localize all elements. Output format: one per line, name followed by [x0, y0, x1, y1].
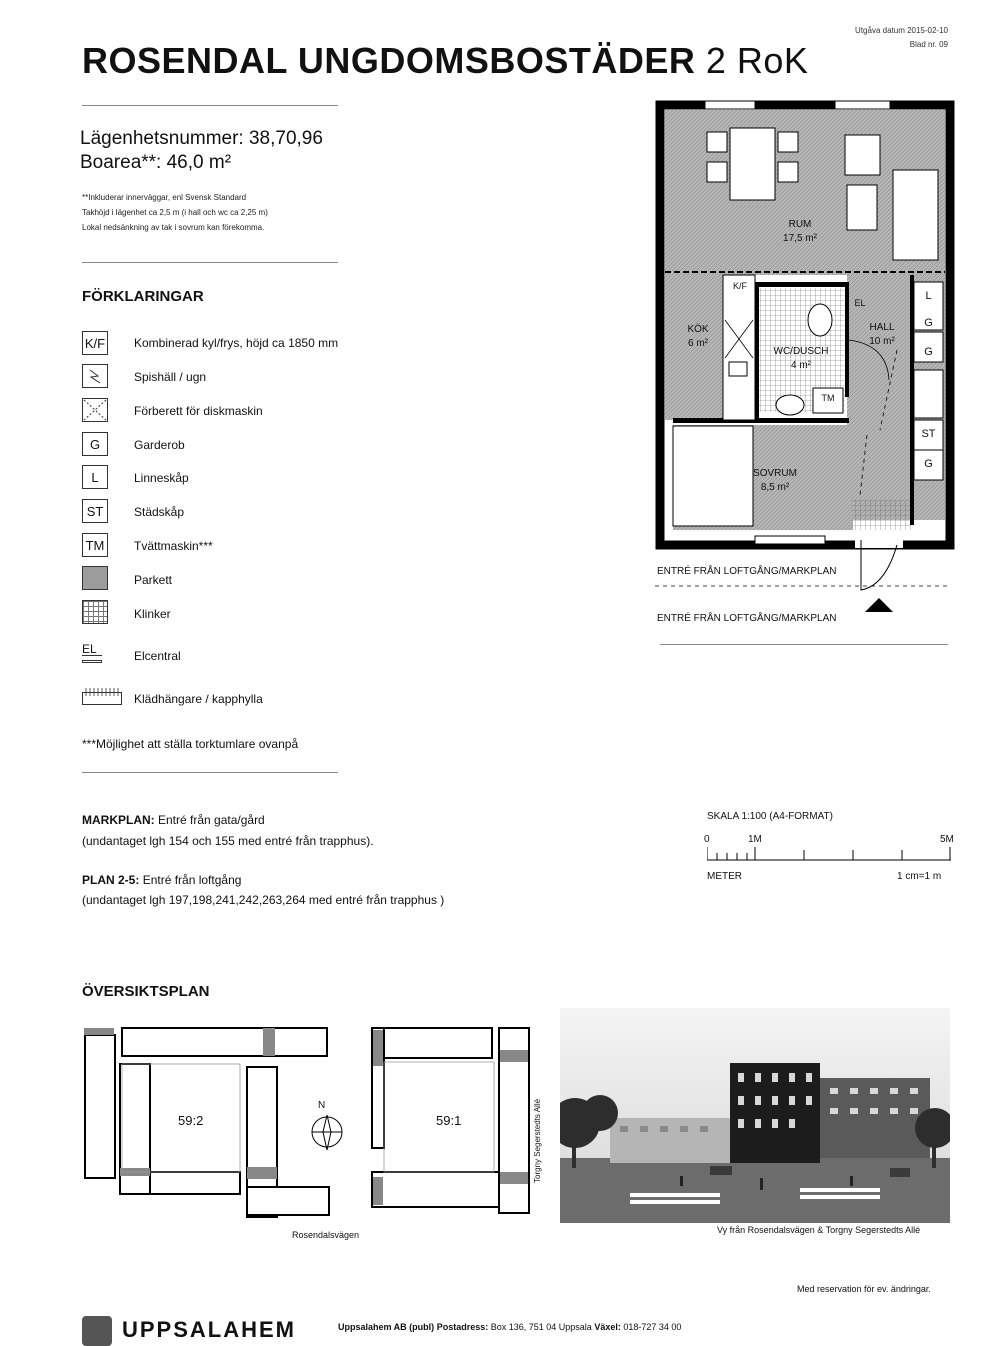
legend-g-label: Garderob — [134, 438, 185, 452]
stove-icon — [82, 364, 108, 388]
phone: 018-727 34 00 — [623, 1322, 682, 1332]
block-59-1: 59:1 — [436, 1113, 462, 1128]
plan-g2: G — [924, 346, 933, 358]
scale-bar — [707, 847, 952, 866]
plan-note: (undantaget lgh 197,198,241,242,263,264 med entré från trapphus ) — [82, 893, 445, 907]
legend-g-symbol: G — [82, 432, 108, 456]
scale-title: SKALA 1:100 (A4-FORMAT) — [707, 811, 833, 822]
brand-name: UPPSALAHEM — [122, 1317, 297, 1342]
note-lowering: Lokal nedsänkning av tak i sovrum kan förekomma. — [82, 223, 265, 232]
scale-unit: METER — [707, 871, 742, 882]
plan-kf: K/F — [732, 281, 747, 291]
room-wc: WC/DUSCH — [773, 346, 829, 357]
legend-heading: FÖRKLARINGAR — [82, 288, 204, 305]
divider — [82, 262, 338, 263]
issue-date: Utgåva datum 2015-02-10 — [855, 26, 948, 35]
plan-text: Entré från loftgång — [142, 873, 242, 887]
legend-kf-symbol: K/F — [82, 331, 108, 355]
plan-line — [82, 873, 241, 887]
legend-tm-symbol: TM — [82, 533, 108, 557]
uppsalahem-logo-icon — [82, 1316, 112, 1346]
legend-st-symbol: ST — [82, 499, 108, 523]
el-icon — [82, 660, 102, 663]
postaddress: Box 136, 751 04 Uppsala — [490, 1322, 592, 1332]
note-walls: **Inkluderar innerväggar, enl Svensk Standard — [82, 193, 247, 202]
street-rosendal: Rosendalsvägen — [292, 1230, 360, 1240]
building-photo — [560, 1008, 950, 1223]
plan-g1: G — [924, 317, 933, 329]
floor-plan — [655, 100, 955, 624]
markplan-note: (undantaget lgh 154 och 155 med entré från trapphus). — [82, 834, 374, 848]
scale-tick-5: 5M — [940, 834, 954, 845]
apartment-area: Boarea**: 46,0 m² — [80, 152, 232, 173]
room-sovrum: SOVRUM — [753, 468, 797, 479]
dishwasher-icon — [82, 398, 108, 422]
room-kok: KÖK — [687, 324, 709, 335]
divider — [82, 772, 338, 773]
clothes-rail-icon — [82, 686, 122, 713]
photo-caption: Vy från Rosendalsvägen & Torgny Segerstedts Allé — [717, 1225, 921, 1235]
scale-ratio: 1 cm=1 m — [897, 871, 942, 882]
block-59-2: 59:2 — [178, 1113, 204, 1128]
title-main: ROSENDAL UNGDOMSBOSTÄDER — [82, 40, 696, 81]
entry-arrow-icon — [865, 598, 893, 612]
entry-label-2: ENTRÉ FRÅN LOFTGÅNG/MARKPLAN — [657, 613, 837, 624]
room-hall: HALL — [869, 322, 895, 333]
parkett-swatch — [82, 566, 108, 590]
legend-stove-label: Spishäll / ugn — [134, 370, 207, 384]
street-torgny: Torgny Segerstedts Allé — [533, 1098, 542, 1183]
overview-heading: ÖVERSIKTSPLAN — [82, 983, 210, 1000]
note-ceiling: Takhöjd i lägenhet ca 2,5 m (i hall och wc ca 2,25 m) — [82, 208, 268, 217]
plan-l: L — [925, 290, 932, 302]
plan-st: ST — [921, 428, 936, 440]
legend-el-symbol: EL — [82, 643, 102, 656]
scale-tick-0: 0 — [704, 834, 710, 845]
apartment-numbers: Lägenhetsnummer: 38,70,96 — [80, 128, 323, 149]
legend-footnote: ***Möjlighet att ställa torktumlare ovanpå — [82, 737, 299, 751]
plan-label: PLAN 2-5: — [82, 873, 140, 887]
room-rum: RUM — [788, 219, 812, 230]
divider — [82, 105, 338, 106]
divider — [660, 644, 948, 645]
plan-g3: G — [924, 458, 933, 470]
legend-tm-label: Tvättmaskin*** — [134, 539, 213, 553]
legend-kf-label: Kombinerad kyl/frys, höjd ca 1850 mm — [134, 336, 339, 350]
company-info — [338, 1322, 681, 1332]
entry-label-1: ENTRÉ FRÅN LOFTGÅNG/MARKPLAN — [657, 566, 837, 577]
plan-el: EL — [854, 298, 866, 308]
markplan-label: MARKPLAN: — [82, 813, 155, 827]
plan-tm: TM — [821, 393, 835, 403]
overview-map — [82, 1022, 552, 1242]
room-sovrum-area: 8,5 m² — [760, 482, 790, 493]
company-name: Uppsalahem AB (publ) — [338, 1322, 435, 1332]
legend-rail-label: Klädhängare / kapphylla — [134, 692, 263, 706]
klinker-swatch — [82, 600, 108, 624]
room-kok-area: 6 m² — [688, 338, 708, 349]
legend-parkett-label: Parkett — [134, 573, 173, 587]
north-arrow-label: N — [318, 1100, 326, 1111]
legend-el-label: Elcentral — [134, 649, 181, 663]
sheet-number: Blad nr. 09 — [909, 40, 948, 49]
legend-st-label: Städskåp — [134, 505, 185, 519]
reservation-note: Med reservation för ev. ändringar. — [797, 1284, 931, 1294]
scale-tick-1: 1M — [748, 834, 762, 845]
legend-l-label: Linneskåp — [134, 471, 189, 485]
room-rum-area: 17,5 m² — [783, 233, 817, 244]
room-wc-area: 4 m² — [791, 360, 811, 371]
markplan-line — [82, 813, 265, 827]
legend-l-symbol: L — [82, 465, 108, 489]
room-hall-area: 10 m² — [869, 336, 895, 347]
postaddress-label: Postadress: — [436, 1322, 489, 1332]
phone-label: Växel: — [594, 1322, 621, 1332]
markplan-text: Entré från gata/gård — [158, 813, 265, 827]
legend-klinker-label: Klinker — [134, 607, 171, 621]
legend-dishwasher-label: Förberett för diskmaskin — [134, 404, 263, 418]
page-title — [82, 40, 808, 82]
title-suffix: 2 RoK — [705, 40, 809, 81]
